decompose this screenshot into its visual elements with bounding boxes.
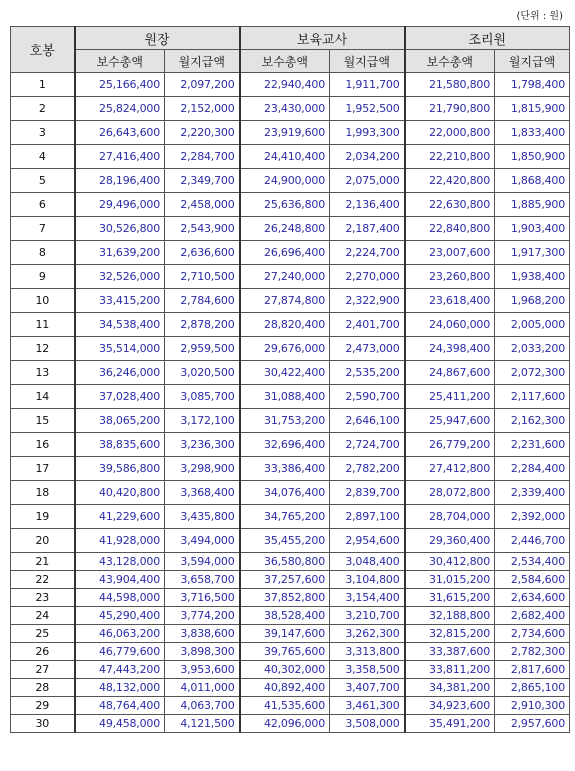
cell-director-monthly: 4,011,000: [165, 679, 240, 697]
table-row: [11, 433, 570, 457]
cell-director-total: 36,246,000: [75, 361, 165, 385]
cell-cook-monthly: 1,833,400: [495, 121, 570, 145]
cell-teacher-monthly: 2,782,200: [330, 457, 405, 481]
cell-step: 25: [11, 625, 75, 643]
salary-table: [10, 26, 570, 733]
cell-director-monthly: 3,172,100: [165, 409, 240, 433]
table-body: [11, 73, 570, 733]
cell-cook-total: 33,387,600: [405, 643, 495, 661]
cell-director-monthly: 3,898,300: [165, 643, 240, 661]
table-row: [11, 73, 570, 97]
cell-step: 9: [11, 265, 75, 289]
cell-cook-total: 28,072,800: [405, 481, 495, 505]
cell-cook-total: 33,811,200: [405, 661, 495, 679]
cell-cook-monthly: 2,734,600: [495, 625, 570, 643]
cell-director-monthly: 2,349,700: [165, 169, 240, 193]
cell-step: 24: [11, 607, 75, 625]
cell-cook-total: 25,411,200: [405, 385, 495, 409]
cell-step: 8: [11, 241, 75, 265]
cell-director-total: 38,835,600: [75, 433, 165, 457]
cell-step: 28: [11, 679, 75, 697]
cell-teacher-monthly: 2,646,100: [330, 409, 405, 433]
cell-step: 15: [11, 409, 75, 433]
cell-cook-total: 24,060,000: [405, 313, 495, 337]
cell-teacher-total: 31,753,200: [240, 409, 330, 433]
cell-teacher-monthly: 3,210,700: [330, 607, 405, 625]
cell-cook-monthly: 2,817,600: [495, 661, 570, 679]
cell-teacher-monthly: 3,461,300: [330, 697, 405, 715]
cell-teacher-total: 38,528,400: [240, 607, 330, 625]
header-monthly-pay: 월지급액: [330, 50, 405, 73]
cell-director-monthly: 3,716,500: [165, 589, 240, 607]
header-group-teacher: 보육교사: [240, 27, 405, 50]
cell-cook-total: 21,790,800: [405, 97, 495, 121]
cell-teacher-monthly: 1,911,700: [330, 73, 405, 97]
cell-teacher-total: 37,257,600: [240, 571, 330, 589]
cell-director-total: 43,128,000: [75, 553, 165, 571]
cell-step: 4: [11, 145, 75, 169]
cell-cook-total: 22,210,800: [405, 145, 495, 169]
cell-step: 11: [11, 313, 75, 337]
cell-director-monthly: 3,368,400: [165, 481, 240, 505]
table-row: [11, 169, 570, 193]
cell-director-total: 38,065,200: [75, 409, 165, 433]
cell-director-total: 30,526,800: [75, 217, 165, 241]
cell-step: 16: [11, 433, 75, 457]
cell-teacher-total: 24,900,000: [240, 169, 330, 193]
cell-teacher-monthly: 2,136,400: [330, 193, 405, 217]
cell-cook-total: 32,815,200: [405, 625, 495, 643]
cell-director-total: 26,643,600: [75, 121, 165, 145]
cell-step: 5: [11, 169, 75, 193]
cell-cook-total: 30,412,800: [405, 553, 495, 571]
table-row: [11, 337, 570, 361]
cell-teacher-total: 41,535,600: [240, 697, 330, 715]
cell-teacher-monthly: 2,401,700: [330, 313, 405, 337]
cell-step: 12: [11, 337, 75, 361]
cell-teacher-monthly: 2,535,200: [330, 361, 405, 385]
cell-director-total: 44,598,000: [75, 589, 165, 607]
cell-director-monthly: 3,020,500: [165, 361, 240, 385]
cell-director-monthly: 3,658,700: [165, 571, 240, 589]
cell-step: 14: [11, 385, 75, 409]
cell-step: 10: [11, 289, 75, 313]
cell-teacher-total: 39,147,600: [240, 625, 330, 643]
cell-cook-monthly: 2,910,300: [495, 697, 570, 715]
cell-teacher-total: 27,240,000: [240, 265, 330, 289]
cell-teacher-total: 31,088,400: [240, 385, 330, 409]
cell-cook-monthly: 2,534,400: [495, 553, 570, 571]
header-group-cook: 조리원: [405, 27, 570, 50]
cell-step: 29: [11, 697, 75, 715]
cell-step: 30: [11, 715, 75, 733]
cell-director-monthly: 2,878,200: [165, 313, 240, 337]
cell-step: 23: [11, 589, 75, 607]
cell-director-total: 34,538,400: [75, 313, 165, 337]
table-row: [11, 265, 570, 289]
cell-director-total: 46,779,600: [75, 643, 165, 661]
cell-cook-monthly: 1,850,900: [495, 145, 570, 169]
cell-cook-monthly: 2,339,400: [495, 481, 570, 505]
cell-teacher-total: 34,765,200: [240, 505, 330, 529]
cell-teacher-total: 40,302,000: [240, 661, 330, 679]
cell-teacher-monthly: 2,473,000: [330, 337, 405, 361]
cell-teacher-monthly: 2,270,000: [330, 265, 405, 289]
cell-teacher-total: 24,410,400: [240, 145, 330, 169]
table-row: [11, 457, 570, 481]
cell-director-monthly: 3,774,200: [165, 607, 240, 625]
cell-teacher-monthly: 2,724,700: [330, 433, 405, 457]
cell-step: 19: [11, 505, 75, 529]
cell-teacher-total: 26,696,400: [240, 241, 330, 265]
cell-teacher-monthly: 3,313,800: [330, 643, 405, 661]
cell-cook-monthly: 2,446,700: [495, 529, 570, 553]
cell-director-monthly: 2,636,600: [165, 241, 240, 265]
cell-cook-monthly: 1,917,300: [495, 241, 570, 265]
cell-cook-total: 22,840,800: [405, 217, 495, 241]
cell-director-total: 27,416,400: [75, 145, 165, 169]
cell-step: 18: [11, 481, 75, 505]
cell-cook-monthly: 1,815,900: [495, 97, 570, 121]
cell-teacher-monthly: 3,407,700: [330, 679, 405, 697]
cell-step: 21: [11, 553, 75, 571]
cell-director-monthly: 2,959,500: [165, 337, 240, 361]
cell-cook-monthly: 2,392,000: [495, 505, 570, 529]
cell-teacher-total: 35,455,200: [240, 529, 330, 553]
cell-teacher-total: 25,636,800: [240, 193, 330, 217]
cell-teacher-total: 42,096,000: [240, 715, 330, 733]
cell-teacher-total: 27,874,800: [240, 289, 330, 313]
cell-step: 22: [11, 571, 75, 589]
cell-cook-monthly: 2,682,400: [495, 607, 570, 625]
header-group-director: 원장: [75, 27, 240, 50]
header-monthly-pay: 월지급액: [165, 50, 240, 73]
cell-director-monthly: 3,298,900: [165, 457, 240, 481]
cell-teacher-monthly: 3,262,300: [330, 625, 405, 643]
cell-director-total: 31,639,200: [75, 241, 165, 265]
cell-cook-monthly: 2,162,300: [495, 409, 570, 433]
cell-director-total: 37,028,400: [75, 385, 165, 409]
cell-teacher-total: 30,422,400: [240, 361, 330, 385]
cell-cook-total: 27,412,800: [405, 457, 495, 481]
cell-cook-monthly: 2,634,600: [495, 589, 570, 607]
cell-step: 1: [11, 73, 75, 97]
cell-teacher-monthly: 2,954,600: [330, 529, 405, 553]
cell-step: 6: [11, 193, 75, 217]
cell-teacher-monthly: 2,224,700: [330, 241, 405, 265]
cell-director-total: 35,514,000: [75, 337, 165, 361]
cell-cook-total: 31,015,200: [405, 571, 495, 589]
table-row: [11, 553, 570, 571]
header-monthly-pay: 월지급액: [495, 50, 570, 73]
cell-cook-total: 22,420,800: [405, 169, 495, 193]
cell-cook-monthly: 2,005,000: [495, 313, 570, 337]
cell-step: 20: [11, 529, 75, 553]
cell-director-total: 49,458,000: [75, 715, 165, 733]
table-row: [11, 625, 570, 643]
cell-cook-total: 24,398,400: [405, 337, 495, 361]
cell-teacher-monthly: 3,358,500: [330, 661, 405, 679]
cell-teacher-monthly: 3,048,400: [330, 553, 405, 571]
cell-cook-monthly: 1,798,400: [495, 73, 570, 97]
table-row: [11, 193, 570, 217]
cell-teacher-total: 23,430,000: [240, 97, 330, 121]
cell-director-total: 25,166,400: [75, 73, 165, 97]
header-total-pay: 보수총액: [240, 50, 330, 73]
cell-cook-monthly: 1,968,200: [495, 289, 570, 313]
table-row: [11, 121, 570, 145]
cell-cook-total: 28,704,000: [405, 505, 495, 529]
cell-director-monthly: 2,784,600: [165, 289, 240, 313]
cell-cook-total: 21,580,800: [405, 73, 495, 97]
table-row: [11, 409, 570, 433]
cell-teacher-monthly: 2,897,100: [330, 505, 405, 529]
cell-cook-monthly: 1,938,400: [495, 265, 570, 289]
cell-director-total: 41,229,600: [75, 505, 165, 529]
cell-cook-monthly: 2,117,600: [495, 385, 570, 409]
cell-director-total: 48,764,400: [75, 697, 165, 715]
cell-teacher-monthly: 2,034,200: [330, 145, 405, 169]
header-step: 호봉: [11, 27, 75, 73]
cell-teacher-monthly: 1,993,300: [330, 121, 405, 145]
cell-cook-total: 26,779,200: [405, 433, 495, 457]
cell-cook-monthly: 2,231,600: [495, 433, 570, 457]
cell-cook-monthly: 1,903,400: [495, 217, 570, 241]
cell-teacher-total: 26,248,800: [240, 217, 330, 241]
cell-teacher-total: 37,852,800: [240, 589, 330, 607]
cell-cook-total: 29,360,400: [405, 529, 495, 553]
table-row: [11, 481, 570, 505]
table-row: [11, 241, 570, 265]
cell-cook-total: 34,923,600: [405, 697, 495, 715]
cell-director-total: 43,904,400: [75, 571, 165, 589]
cell-director-monthly: 4,063,700: [165, 697, 240, 715]
cell-director-total: 33,415,200: [75, 289, 165, 313]
cell-teacher-monthly: 3,104,800: [330, 571, 405, 589]
cell-cook-total: 35,491,200: [405, 715, 495, 733]
table-row: [11, 643, 570, 661]
cell-teacher-total: 32,696,400: [240, 433, 330, 457]
cell-teacher-total: 36,580,800: [240, 553, 330, 571]
cell-cook-monthly: 2,584,600: [495, 571, 570, 589]
table-header: [11, 27, 570, 73]
cell-director-monthly: 2,097,200: [165, 73, 240, 97]
cell-cook-total: 22,000,800: [405, 121, 495, 145]
cell-director-monthly: 2,458,000: [165, 193, 240, 217]
cell-director-total: 29,496,000: [75, 193, 165, 217]
table-row: [11, 589, 570, 607]
cell-teacher-monthly: 2,075,000: [330, 169, 405, 193]
header-total-pay: 보수총액: [75, 50, 165, 73]
cell-teacher-monthly: 2,839,700: [330, 481, 405, 505]
cell-teacher-total: 34,076,400: [240, 481, 330, 505]
cell-cook-monthly: 2,033,200: [495, 337, 570, 361]
cell-teacher-monthly: 3,508,000: [330, 715, 405, 733]
cell-step: 7: [11, 217, 75, 241]
cell-director-monthly: 3,435,800: [165, 505, 240, 529]
table-row: [11, 289, 570, 313]
table-row: [11, 217, 570, 241]
cell-cook-total: 23,618,400: [405, 289, 495, 313]
cell-director-monthly: 3,236,300: [165, 433, 240, 457]
table-row: [11, 679, 570, 697]
cell-cook-monthly: 2,782,300: [495, 643, 570, 661]
cell-director-total: 40,420,800: [75, 481, 165, 505]
cell-teacher-total: 23,919,600: [240, 121, 330, 145]
cell-director-total: 48,132,000: [75, 679, 165, 697]
cell-director-monthly: 4,121,500: [165, 715, 240, 733]
cell-director-total: 47,443,200: [75, 661, 165, 679]
unit-label: (단위 : 원): [516, 11, 563, 22]
cell-cook-monthly: 2,865,100: [495, 679, 570, 697]
table-row: [11, 571, 570, 589]
cell-director-total: 32,526,000: [75, 265, 165, 289]
cell-director-monthly: 3,085,700: [165, 385, 240, 409]
cell-step: 13: [11, 361, 75, 385]
cell-director-monthly: 3,494,000: [165, 529, 240, 553]
cell-director-monthly: 2,543,900: [165, 217, 240, 241]
cell-cook-monthly: 2,284,400: [495, 457, 570, 481]
cell-step: 27: [11, 661, 75, 679]
table-row: [11, 145, 570, 169]
cell-cook-monthly: 1,868,400: [495, 169, 570, 193]
cell-cook-total: 25,947,600: [405, 409, 495, 433]
cell-director-total: 39,586,800: [75, 457, 165, 481]
cell-director-total: 25,824,000: [75, 97, 165, 121]
cell-teacher-total: 29,676,000: [240, 337, 330, 361]
cell-director-total: 45,290,400: [75, 607, 165, 625]
header-total-pay: 보수총액: [405, 50, 495, 73]
cell-cook-total: 32,188,800: [405, 607, 495, 625]
cell-teacher-monthly: 3,154,400: [330, 589, 405, 607]
cell-director-monthly: 2,152,000: [165, 97, 240, 121]
cell-director-monthly: 2,220,300: [165, 121, 240, 145]
cell-step: 3: [11, 121, 75, 145]
cell-cook-total: 23,007,600: [405, 241, 495, 265]
table-row: [11, 505, 570, 529]
cell-director-monthly: 2,284,700: [165, 145, 240, 169]
cell-teacher-total: 22,940,400: [240, 73, 330, 97]
cell-cook-total: 34,381,200: [405, 679, 495, 697]
cell-cook-total: 23,260,800: [405, 265, 495, 289]
cell-teacher-total: 33,386,400: [240, 457, 330, 481]
cell-step: 17: [11, 457, 75, 481]
cell-director-total: 46,063,200: [75, 625, 165, 643]
cell-director-total: 41,928,000: [75, 529, 165, 553]
table-row: [11, 715, 570, 733]
cell-director-monthly: 2,710,500: [165, 265, 240, 289]
table-row: [11, 361, 570, 385]
table-row: [11, 97, 570, 121]
cell-cook-monthly: 1,885,900: [495, 193, 570, 217]
cell-cook-total: 31,615,200: [405, 589, 495, 607]
cell-cook-monthly: 2,957,600: [495, 715, 570, 733]
cell-director-monthly: 3,838,600: [165, 625, 240, 643]
cell-director-monthly: 3,594,000: [165, 553, 240, 571]
cell-teacher-total: 40,892,400: [240, 679, 330, 697]
cell-teacher-monthly: 2,590,700: [330, 385, 405, 409]
cell-director-total: 28,196,400: [75, 169, 165, 193]
table-row: [11, 607, 570, 625]
cell-step: 26: [11, 643, 75, 661]
cell-teacher-total: 39,765,600: [240, 643, 330, 661]
table-row: [11, 385, 570, 409]
cell-teacher-monthly: 2,322,900: [330, 289, 405, 313]
cell-teacher-monthly: 2,187,400: [330, 217, 405, 241]
cell-cook-total: 24,867,600: [405, 361, 495, 385]
cell-teacher-monthly: 1,952,500: [330, 97, 405, 121]
table-row: [11, 313, 570, 337]
cell-cook-total: 22,630,800: [405, 193, 495, 217]
cell-director-monthly: 3,953,600: [165, 661, 240, 679]
cell-cook-monthly: 2,072,300: [495, 361, 570, 385]
cell-teacher-total: 28,820,400: [240, 313, 330, 337]
table-row: [11, 697, 570, 715]
table-row: [11, 529, 570, 553]
cell-step: 2: [11, 97, 75, 121]
table-row: [11, 661, 570, 679]
